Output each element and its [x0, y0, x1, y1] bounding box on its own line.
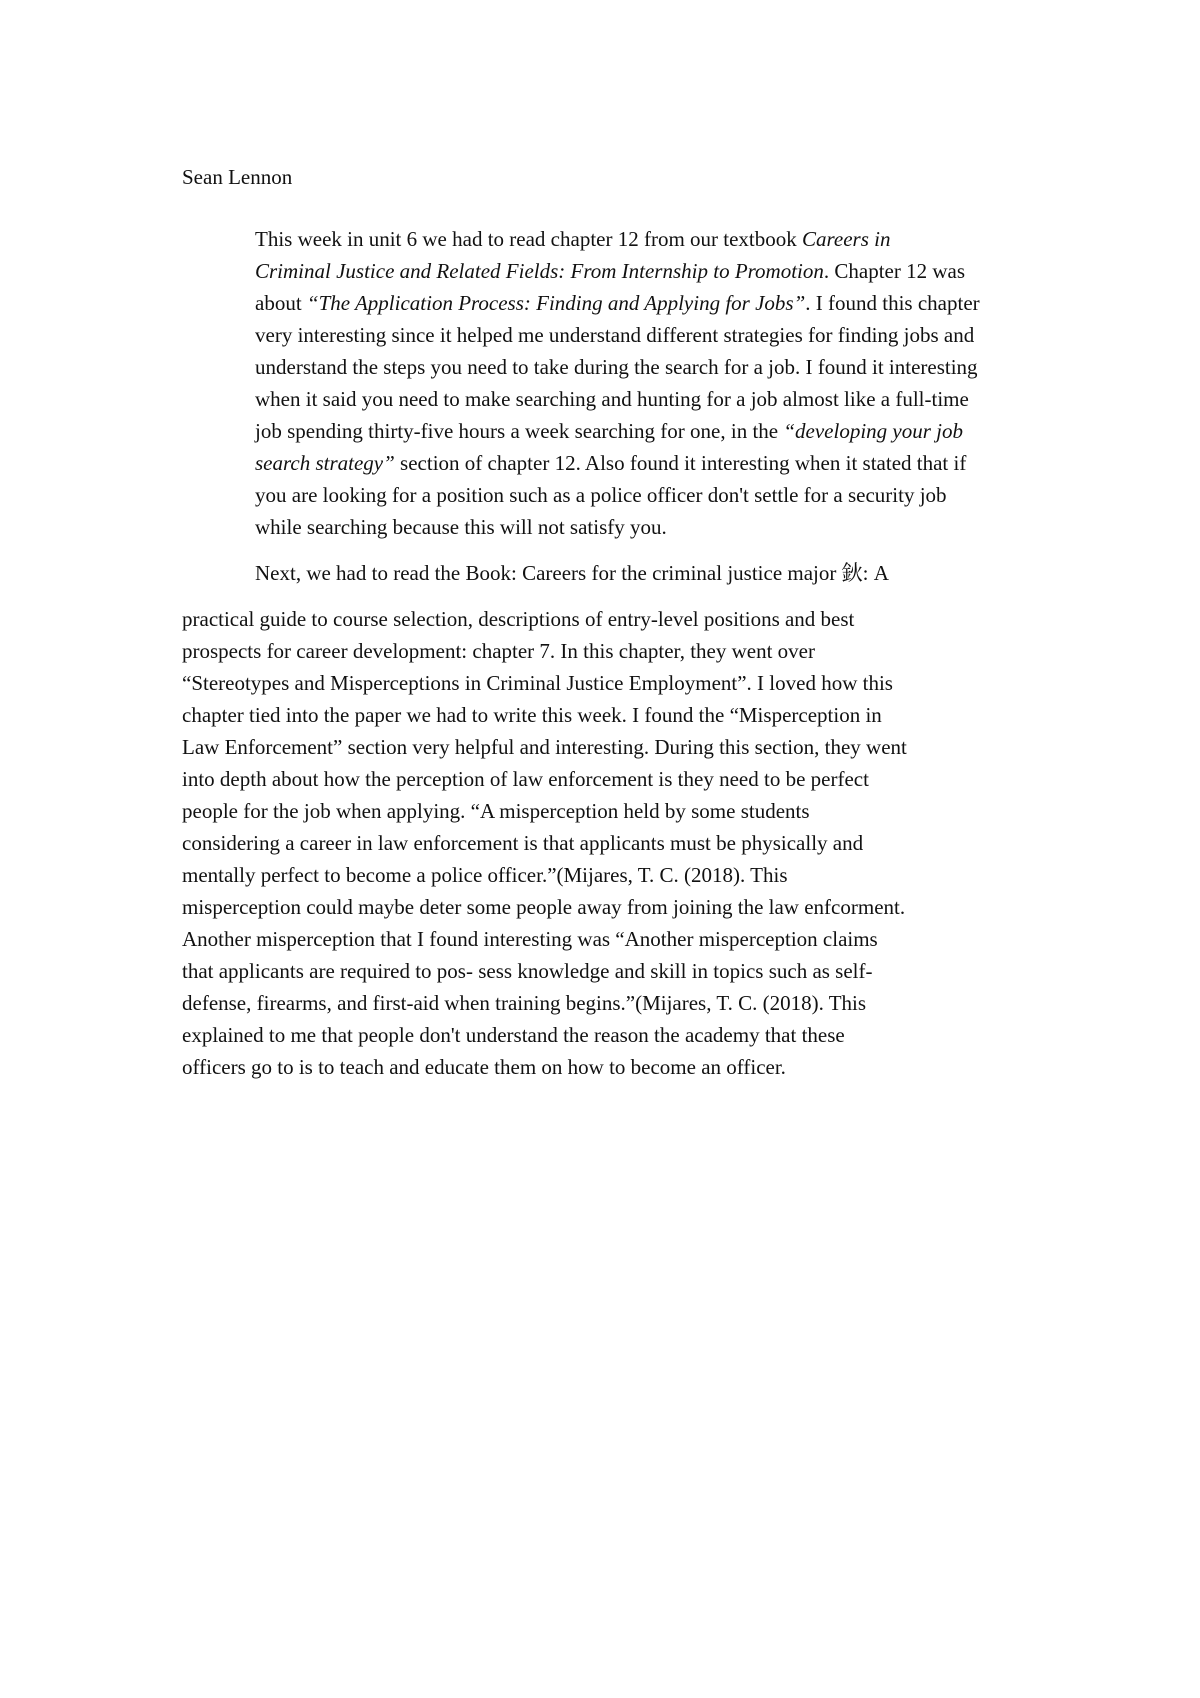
paragraph-2-line: people for the job when applying. “A misperception held by some students — [182, 799, 810, 823]
paragraph-2-line: Another misperception that I found interesting was “Another misperception claims — [182, 927, 878, 951]
paragraph-2-first-line: Next, we had to read the Book: Careers for the criminal justice major 鈥: A — [255, 561, 889, 585]
paragraph-2-line: defense, firearms, and first-aid when training begins.”(Mijares, T. C. (2018). This — [182, 991, 867, 1015]
paragraph-2-line: into depth about how the perception of law enforcement is they need to be perfect — [182, 767, 869, 791]
paragraph-1 — [182, 223, 1027, 543]
paragraph-1-line: job spending thirty-five hours a week searching for one, in the “developing your job — [255, 419, 963, 443]
paragraph-2-line: explained to me that people don't understand the reason the academy that these — [182, 1023, 845, 1047]
paragraph-2-line: Law Enforcement” section very helpful and interesting. During this section, they went — [182, 735, 907, 759]
paragraph-2-line: mentally perfect to become a police officer.”(Mijares, T. C. (2018). This — [182, 863, 788, 887]
chapter-title: “The Application Process: Finding and Applying for Jobs” — [306, 291, 806, 315]
paragraph-1-line: understand the steps you need to take during the search for a job. I found it interesting — [255, 355, 978, 379]
paragraph-1-line: search strategy” section of chapter 12. Also found it interesting when it stated that if — [255, 451, 967, 475]
paragraph-2-line: misperception could maybe deter some people away from joining the law enfcorment. — [182, 895, 906, 919]
paragraph-2-line: practical guide to course selection, descriptions of entry-level positions and best — [182, 607, 855, 631]
paragraph-2-line: “Stereotypes and Misperceptions in Criminal Justice Employment”. I loved how this — [182, 671, 893, 695]
section-title: search strategy” — [255, 451, 395, 475]
paragraph-1-line: you are looking for a position such as a police officer don't settle for a security job — [255, 483, 947, 507]
paragraph-2-line: prospects for career development: chapter 7. In this chapter, they went over — [182, 639, 815, 663]
paragraph-2-line: that applicants are required to pos- sess knowledge and skill in topics such as self- — [182, 959, 873, 983]
paragraph-2-line: officers go to is to teach and educate them on how to become an officer. — [182, 1055, 786, 1079]
book-title: Criminal Justice and Related Fields: From Internship to Promotion — [255, 259, 824, 283]
paragraph-1-line: when it said you need to make searching and hunting for a job almost like a full-time — [255, 387, 969, 411]
paragraph-2-line: chapter tied into the paper we had to write this week. I found the “Misperception in — [182, 703, 882, 727]
section-title: “developing your job — [783, 419, 963, 443]
paragraph-2-line: considering a career in law enforcement is that applicants must be physically and — [182, 831, 864, 855]
paragraph-1-line: very interesting since it helped me understand different strategies for finding jobs and — [255, 323, 975, 347]
author-name: Sean Lennon — [182, 165, 293, 189]
paragraph-1-line: This week in unit 6 we had to read chapter 12 from our textbook Careers in — [255, 227, 891, 251]
book-title: Careers in — [802, 227, 891, 251]
paragraph-1-line: while searching because this will not satisfy you. — [255, 515, 667, 539]
paragraph-1-line: Criminal Justice and Related Fields: From Internship to Promotion. Chapter 12 was — [255, 259, 966, 283]
paragraph-1-line: about “The Application Process: Finding and Applying for Jobs”. I found this chapter — [255, 291, 980, 315]
paragraph-2 — [182, 603, 1027, 1083]
